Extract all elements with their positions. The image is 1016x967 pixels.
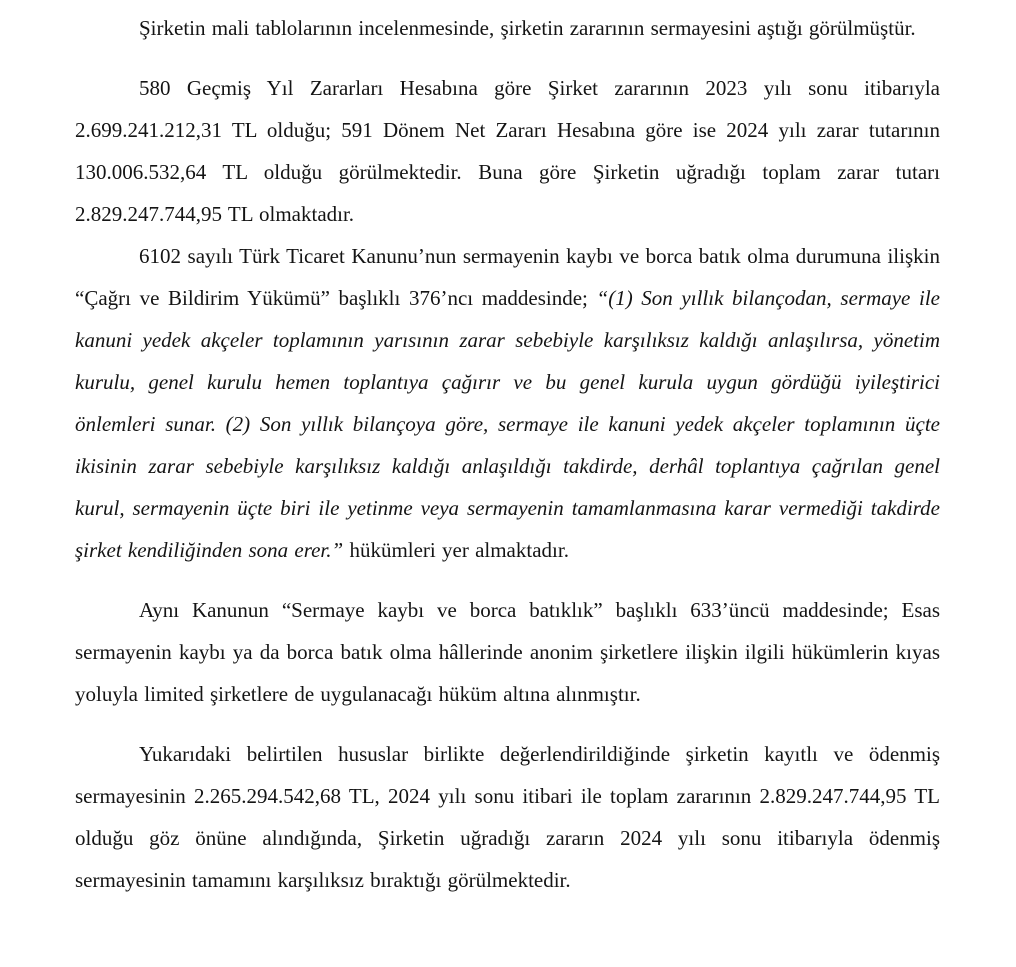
paragraph-loss-amounts: 580 Geçmiş Yıl Zararları Hesabına göre Şirket zararının 2023 yılı sonu itibarıyla 2.699.241.212,31 TL olduğu; 591 Dönem Net Zararı Hesabına göre ise 2024 yılı zarar tutarının 130.006.532,64 TL olduğu görülmektedir. Buna göre Şirketin uğradığı toplam zarar tutarı 2.829.247.744,95 TL olmaktadır.	[75, 76, 940, 226]
paragraph-intro: Şirketin mali tablolarının incelenmesinde, şirketin zararının sermayesini aştığı görülmüştür.	[139, 16, 916, 40]
paragraph-conclusion: Yukarıdaki belirtilen hususlar birlikte değerlendirildiğinde şirketin kayıtlı ve ödenmiş sermayesinin 2.265.294.542,68 TL, 2024 yılı sonu itibari ile toplam zararının 2.829.247.744,95 TL olduğu göz önüne alındığında, Şirketin uğradığı zararın 2024 yılı sonu itibarıyla ödenmiş sermayesinin tamamını karşılıksız bıraktığı görülmektedir.	[75, 742, 940, 892]
paragraph-ttk-article-633: Aynı Kanunun “Sermaye kaybı ve borca batıklık” başlıklı 633’üncü maddesinde; Esas sermayenin kaybı ya da borca batık olma hâllerinde anonim şirketlere ilişkin ilgili hükümlerin kıyas yoluyla limited şirketlere de uygulanacağı hüküm altına alınmıştır.	[75, 598, 940, 706]
paragraph-ttk-article-376	[75, 235, 940, 571]
statute-quote-lead-in: 6102 sayılı Türk Ticaret Kanunu’nun sermayenin kaybı ve borca batık olma durumuna ilişkin “Çağrı ve Bildirim Yükümü” başlıklı 376’ncı maddesinde;	[75, 244, 940, 310]
statute-quote-tail: hükümleri yer almaktadır.	[343, 538, 569, 562]
statute-quote-italic: “(1) Son yıllık bilançodan, sermaye ile kanuni yedek akçeler toplamının yarısının zarar sebebiyle karşılıksız kaldığı anlaşılırsa, yönetim kurulu, genel kurulu hemen toplantıya çağırır ve bu genel kurula uygun gördüğü iyileştirici önlemleri sunar. (2) Son yıllık bilançoya göre, sermaye ile kanuni yedek akçeler toplamının üçte ikisinin zarar sebebiyle karşılıksız kaldığı anlaşıldığı takdirde, derhâl toplantıya çağrılan genel kurul, sermayenin üçte biri ile yetinme veya sermayenin tamamlanmasına karar vermediği takdirde şirket kendiliğinden sona erer.”	[75, 286, 940, 562]
